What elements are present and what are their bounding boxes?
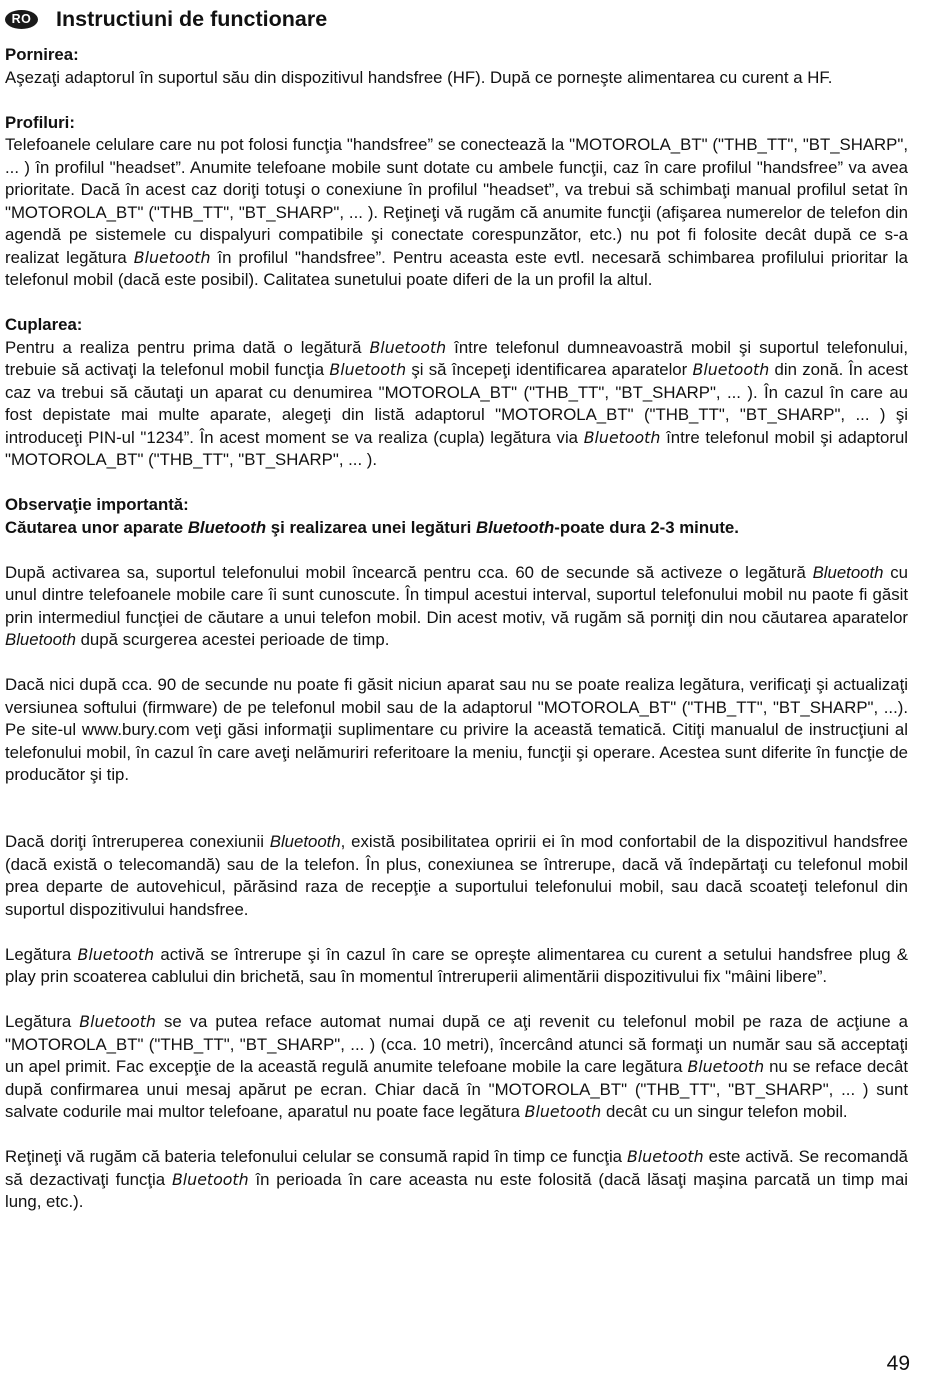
text-span: Pentru a realiza pentru prima dată o legătură xyxy=(5,337,362,357)
header xyxy=(5,4,908,34)
bluetooth-term: Bluetooth xyxy=(269,832,341,851)
text-span: Aşezaţi adaptorul în suportul său din dispozitivul handsfree (HF). După ce porneşte alimentarea cu curent a HF. xyxy=(5,67,833,87)
text-span: -poate dura 2-3 minute. xyxy=(554,517,739,537)
text-span: nu se reface decât după confirmarea unui mesaj apărut pe ecran. Chiar dacă în "MOTOROLA_BT" ("THB_TT", "BT_SHARP", ... ) sunt salvate codurile mai multor telefoane, aparatul nu poate face legătura xyxy=(5,1057,908,1121)
language-badge: RO xyxy=(5,10,38,29)
text-span: între telefonul mobil şi adaptorul "MOTOROLA_BT" ("THB_TT", "BT_SHARP", ... ). xyxy=(5,427,909,469)
text-span: cu unul dintre telefoanele mobile care îi sunt cunoscute. În timpul acestui interval, suportul telefonului mobil nu paote fi găsit prin intermediul funcţiei de căutare a unui telefon mobil. Din acest motiv, vă rugăm să porniţi din nou căutarea aparatelor xyxy=(5,562,908,627)
text-span: în perioada în care aceasta nu este folosită (dacă lăsaţi maşina parcată un timp mai lung, etc.). xyxy=(5,1169,909,1211)
text-span: decât cu un singur telefon mobil. xyxy=(605,1102,848,1121)
text-span: Legătura xyxy=(5,1012,72,1031)
paragraph-activa xyxy=(5,944,908,989)
text-span: Telefoanele celulare care nu pot folosi funcţia "handsfree” se conectează la "MOTOROLA_BT" ("THB_TT", "BT_SHARP", ... ) în profilul "headset”. Anumite telefoane mobile sunt dotate cu ambele funcţii, caz în care profilul "handsfree” va avea prioritate. Dacă în acest caz doriţi totuşi o conexiune în profilul "headset”, va trebui să schimbaţi manual profilul setat în "MOTOROLA_BT" ("THB_TT", "BT_SHARP", ... ). Reţineţi vă rugăm că anumite funcţii (afişarea numerelor de telefon din agendă pe sistemele cu dispalyuri compatibile şi conectate corespunzător, etc.) nu pot fi folosite decât după ce s-a realizat legătura xyxy=(5,135,908,267)
text-span: Dacă doriţi întreruperea conexiunii xyxy=(5,832,264,851)
paragraph-intrerupere xyxy=(5,831,908,921)
section-heading-observatie: Observaţie importantă: xyxy=(5,495,189,514)
text-span: în profilul "handsfree”. Pentru aceasta este evtl. necesară schimbarea profilului prioritar la telefonul mobil (dacă este posibil). Calitatea sunetului poate diferi de la un profil la altul. xyxy=(5,247,908,289)
important-note xyxy=(5,517,908,540)
bluetooth-term: Bluetooth xyxy=(79,1012,156,1031)
paragraph-reface xyxy=(5,1011,908,1124)
text-span: este activă. Se recomandă să dezactivaţi funcţia xyxy=(5,1147,908,1189)
text-span: Reţineţi vă rugăm că bateria telefonului celular se consumă rapid în timp ce funcţia xyxy=(5,1147,623,1166)
paragraph-daca-nici xyxy=(5,674,908,787)
paragraph-cuplarea xyxy=(5,337,908,472)
text-span: Dacă nici după cca. 90 de secunde nu poate fi găsit niciun aparat sau nu se poate realiza legătura, verificaţi şi actualizaţi versiunea softului (firmware) de pe telefonul mobil sau de la adaptorul "MOTOROLA_BT" ("THB_TT", "BT_SHARP", ...). Pe site-ul www.bury.com veţi găsi informaţii suplimentare cu privire la această tematică. Citiţi manualul de instrucţiuni al telefonului mobil, în cazul în care aveţi nelămuriri referitoare la meniu, funcţii şi operare. Acestea sunt diferite în funcţie de producător şi tip. xyxy=(5,675,908,784)
bluetooth-term: Bluetooth xyxy=(329,360,407,379)
page-number: 49 xyxy=(886,1352,910,1375)
section-heading-cuplarea: Cuplarea: xyxy=(5,315,83,334)
text-span: se va putea reface automat numai după ce aţi revenit cu telefonul mobil pe raza de acţiune a "MOTOROLA_BT" ("THB_TT", "BT_SHARP", ... ) (cca. 10 metri), încercând atunci să formaţi un număr sau să acceptaţi un apel primit. Fac excepţie de la această regulă anumite telefoane mobile la care legătura xyxy=(5,1012,908,1076)
bluetooth-term: Bluetooth xyxy=(187,517,267,537)
bluetooth-term: Bluetooth xyxy=(77,944,155,964)
bluetooth-term: Bluetooth xyxy=(812,562,884,582)
bluetooth-term: Bluetooth xyxy=(475,517,555,537)
bluetooth-term: Bluetooth xyxy=(5,630,76,649)
bluetooth-term: Bluetooth xyxy=(626,1147,704,1166)
text-span: între telefonul dumneavoastră mobil şi suportul telefonului, trebuie să activaţi la telefonul mobil funcţia xyxy=(5,337,909,379)
bluetooth-term: Bluetooth xyxy=(687,1057,765,1076)
text-span: după scurgerea acestei perioade de timp. xyxy=(80,630,390,649)
paragraph-profiluri xyxy=(5,134,908,292)
bluetooth-term: Bluetooth xyxy=(524,1102,602,1121)
bluetooth-term: Bluetooth xyxy=(583,427,661,447)
spacer xyxy=(5,809,908,831)
text-span: şi realizarea unei legături xyxy=(270,517,472,537)
text-span: activă se întrerupe şi în cazul în care se opreşte alimentarea cu curent a setului handsfree plug & play prin scoaterea cablului din brichetă, sau în momentul întreruperii alimentării dispozitivului fix "mâini libere”. xyxy=(5,944,909,986)
text-span: Legătura xyxy=(5,944,72,964)
text-span: şi să începeţi identificarea aparatelor xyxy=(411,360,688,379)
text-span: , există posibilitatea opririi ei în mod confortabil de la dispozitivul handsfree (dacă există o telecomandă) sau de la telefon. În plus, conexiunea se întrerupe, dacă vă îndepărtaţi cu telefonul mobil prea departe de autovehicul, părăsind raza de recepţie a suportului telefonului mobil, sau dacă scoateţi telefonul din suportul dispozitivului handsfree. xyxy=(5,832,908,919)
text-span: Căutarea unor aparate xyxy=(5,517,184,537)
paragraph-baterie xyxy=(5,1146,908,1214)
text-span: După activarea sa, suportul telefonului mobil încearcă pentru cca. 60 de secunde să activeze o legătură xyxy=(5,562,806,582)
page-title: Instructiuni de functionare xyxy=(56,6,328,31)
document-page xyxy=(5,4,908,1236)
section-heading-profiluri: Profiluri: xyxy=(5,112,75,132)
bluetooth-term: Bluetooth xyxy=(369,337,447,357)
bluetooth-term: Bluetooth xyxy=(692,360,770,379)
paragraph-dupa-activare xyxy=(5,562,908,652)
section-heading-pornirea: Pornirea: xyxy=(5,45,79,64)
bluetooth-term: Bluetooth xyxy=(171,1169,249,1189)
text-span: din zonă. În acest caz va trebui să căutaţi un aparat cu denumirea "MOTOROLA_BT" ("THB_TT", "BT_SHARP", ... ). În cazul în care au fost depistate mai multe aparate, alegeţi din listă adaptorul "MOTOROLA_BT" ("THB_TT", "BT_SHARP", ... ) şi introduceţi PIN-ul "1234”. În acest moment se va realiza (cupla) legătura via xyxy=(5,360,908,447)
paragraph-pornirea xyxy=(5,67,908,90)
bluetooth-term: Bluetooth xyxy=(133,247,211,267)
